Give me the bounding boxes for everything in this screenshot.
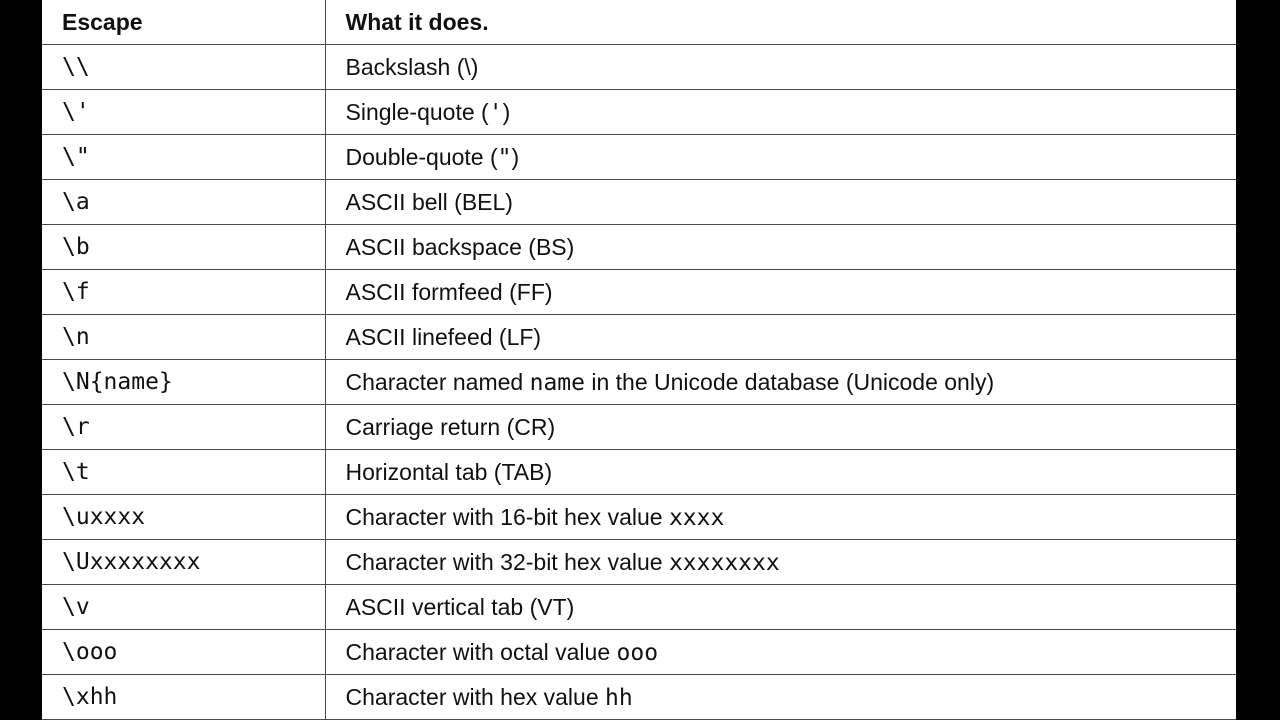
- description-cell: [325, 270, 1236, 315]
- table-row: [42, 360, 1236, 405]
- description-cell: [325, 630, 1236, 675]
- table-row: [42, 540, 1236, 585]
- escape-sequences-table: [42, 0, 1236, 720]
- code-fragment: ': [488, 99, 503, 126]
- escape-code-cell: \xhh: [42, 675, 325, 720]
- table-row: [42, 315, 1236, 360]
- description-cell: [325, 405, 1236, 450]
- description-text: Carriage return (CR): [345, 413, 556, 440]
- table-row: [42, 90, 1236, 135]
- table-body: [42, 45, 1236, 720]
- escape-code-cell: \a: [42, 180, 325, 225]
- description-cell: [325, 585, 1236, 630]
- description-cell: [325, 360, 1236, 405]
- description-cell: [325, 450, 1236, 495]
- escape-code-cell: \t: [42, 450, 325, 495]
- code-fragment: hh: [605, 684, 633, 711]
- escape-code-cell: \": [42, 135, 325, 180]
- escape-code-cell: \f: [42, 270, 325, 315]
- table-row: [42, 405, 1236, 450]
- code-fragment: name: [529, 369, 585, 396]
- description-cell: [325, 135, 1236, 180]
- description-text: in the Unicode database (Unicode only): [584, 368, 995, 395]
- description-cell: [325, 315, 1236, 360]
- code-fragment: ooo: [616, 639, 659, 666]
- table-row: [42, 45, 1236, 90]
- escape-code-cell: \r: [42, 405, 325, 450]
- description-text: Single-quote (: [345, 98, 489, 125]
- table-row: [42, 675, 1236, 720]
- description-text: Horizontal tab (TAB): [345, 458, 553, 485]
- table-row: [42, 180, 1236, 225]
- escape-code-cell: \n: [42, 315, 325, 360]
- table-row: [42, 495, 1236, 540]
- table-row: [42, 450, 1236, 495]
- description-text: ASCII linefeed (LF): [345, 323, 542, 350]
- description-cell: [325, 90, 1236, 135]
- header-escape: Escape: [42, 0, 325, 45]
- description-cell: [325, 180, 1236, 225]
- description-text: ): [511, 143, 520, 170]
- escape-code-cell: \v: [42, 585, 325, 630]
- description-text: ASCII bell (BEL): [345, 188, 513, 215]
- escape-code-cell: \b: [42, 225, 325, 270]
- description-text: ASCII backspace (BS): [345, 233, 575, 260]
- code-fragment: ": [497, 144, 512, 171]
- description-text: ): [502, 98, 511, 125]
- description-text: Character named: [345, 368, 530, 395]
- table-row: [42, 585, 1236, 630]
- document-page: [42, 0, 1236, 720]
- table-row: [42, 135, 1236, 180]
- description-cell: [325, 495, 1236, 540]
- escape-code-cell: \N{name}: [42, 360, 325, 405]
- table-header-row: [42, 0, 1236, 45]
- code-fragment: xxxxxxxx: [668, 549, 780, 576]
- description-text: \: [464, 53, 471, 80]
- description-text: ASCII formfeed (FF): [345, 278, 553, 305]
- table-row: [42, 630, 1236, 675]
- escape-code-cell: \': [42, 90, 325, 135]
- description-text: Backslash (: [345, 53, 465, 80]
- table-row: [42, 270, 1236, 315]
- escape-code-cell: \Uxxxxxxxx: [42, 540, 325, 585]
- description-text: ): [470, 53, 479, 80]
- description-text: Double-quote (: [345, 143, 498, 170]
- escape-code-cell: \ooo: [42, 630, 325, 675]
- header-description: What it does.: [325, 0, 1236, 45]
- description-cell: [325, 540, 1236, 585]
- table-row: [42, 225, 1236, 270]
- description-cell: [325, 675, 1236, 720]
- escape-code-cell: \\: [42, 45, 325, 90]
- description-text: Character with 32-bit hex value: [345, 548, 669, 575]
- escape-code-cell: \uxxxx: [42, 495, 325, 540]
- description-cell: [325, 45, 1236, 90]
- description-text: Character with octal value: [345, 638, 617, 665]
- description-text: Character with 16-bit hex value: [345, 503, 669, 530]
- code-fragment: xxxx: [668, 504, 725, 531]
- description-cell: [325, 225, 1236, 270]
- description-text: ASCII vertical tab (VT): [345, 593, 575, 620]
- description-text: Character with hex value: [345, 683, 606, 710]
